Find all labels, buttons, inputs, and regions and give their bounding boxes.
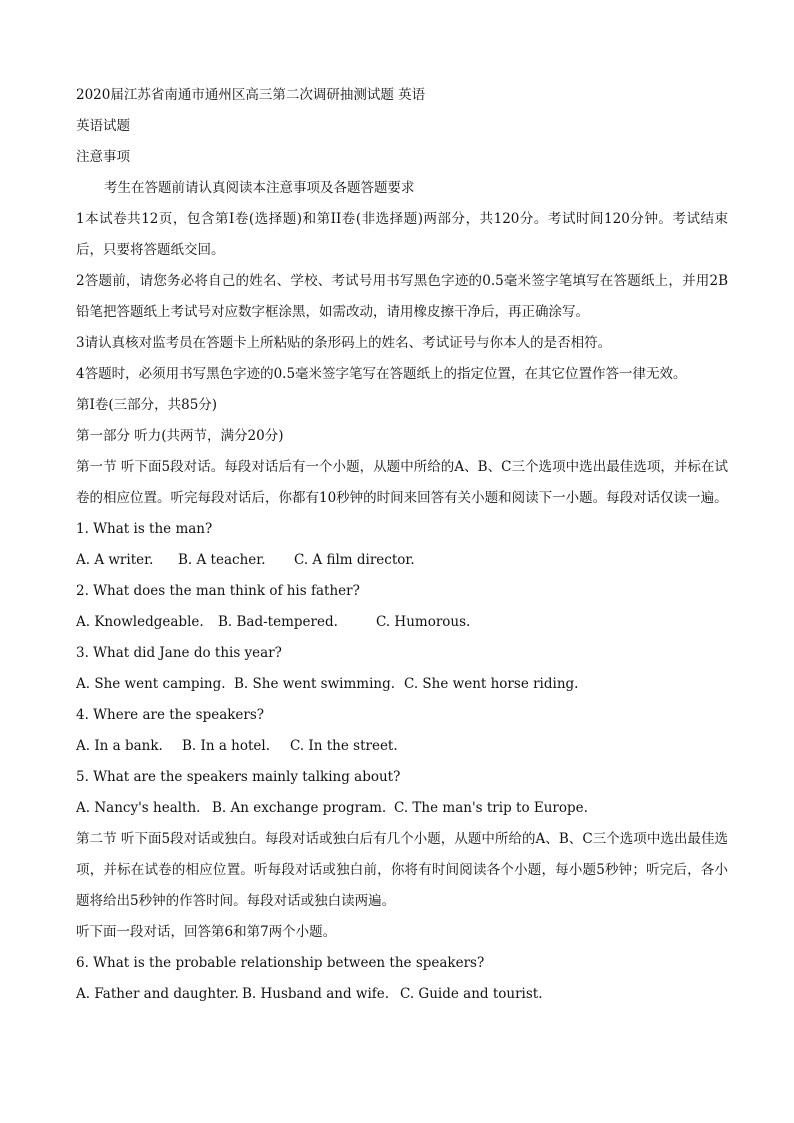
option-b: B. She went swimming. [234, 676, 396, 692]
question-options [76, 607, 728, 638]
option-a: A. Father and daughter. [76, 986, 239, 1002]
option-c: C. She went horse riding. [404, 676, 579, 692]
option-c: C. The man's trip to Europe. [394, 800, 588, 816]
question-stem: 3. What did Jane do this year? [76, 645, 282, 661]
instruction-item: 2答题前，请您务必将自己的姓名、学校、考试号用书写黑色字迹的0.5毫米签字笔填写在答题纸上，并用2B铅笔把答题纸上考试号对应数字框涂黑，如需改动，请用橡皮擦干净后，再正确涂写。 [76, 273, 728, 320]
part-one-title: 第一部分 听力(共两节，满分20分) [76, 428, 284, 444]
question-options [76, 669, 728, 700]
question-stem: 5. What are the speakers mainly talking about? [76, 769, 401, 785]
option-b: B. Husband and wife. [242, 986, 390, 1002]
option-b: B. An exchange program. [212, 800, 387, 816]
option-c: C. In the street. [290, 738, 398, 754]
option-b: B. Bad-tempered. [218, 614, 338, 630]
question-stem: 2. What does the man think of his father? [76, 583, 360, 599]
instruction-item: 4答题时，必须用书写黑色字迹的0.5毫米签字笔写在答题纸上的指定位置，在其它位置作答一律无效。 [76, 366, 687, 382]
question-options [76, 545, 728, 576]
question-options [76, 793, 728, 824]
option-a: A. A writer. [76, 552, 154, 568]
subject-title: 英语试题 [76, 118, 130, 134]
option-a: A. In a bank. [76, 738, 163, 754]
question-stem: 6. What is the probable relationship between the speakers? [76, 955, 485, 971]
volume-title: 第I卷(三部分，共85分) [76, 397, 218, 413]
instruction-item: 3请认真核对监考员在答题卡上所粘贴的条形码上的姓名、考试证号与你本人的是否相符。 [76, 335, 612, 351]
instructions-intro: 考生在答题前请认真阅读本注意事项及各题答题要求 [104, 180, 415, 196]
option-b: B. A teacher. [178, 552, 266, 568]
question-options [76, 731, 728, 762]
option-a: A. Knowledgeable. [76, 614, 204, 630]
main-title: 2020届江苏省南通市通州区高三第二次调研抽测试题 英语 [76, 87, 426, 103]
option-a: A. Nancy's health. [76, 800, 201, 816]
instruction-item: 1本试卷共12页，包含第I卷(选择题)和第II卷(非选择题)两部分，共120分。考试时间120分钟。考试结束后，只要将答题纸交回。 [76, 211, 728, 258]
option-a: A. She went camping. [76, 676, 226, 692]
option-c: C. Guide and tourist. [400, 986, 543, 1002]
section-two-intro: 第二节 听下面5段对话或独白。每段对话或独白后有几个小题，从题中所给的A、B、C三个选项中选出最佳选项，并标在试卷的相应位置。听每段对话或独白前，你将有时间阅读各个小题，每小题5秒钟；听完后，各小题将给出5秒钟的作答时间。每段对话或独白读两遍。 [76, 831, 728, 909]
question-options [76, 979, 728, 1010]
exam-page [76, 80, 728, 1010]
question-stem: 4. Where are the speakers? [76, 707, 265, 723]
section-one-intro: 第一节 听下面5段对话。每段对话后有一个小题，从题中所给的A、B、C三个选项中选出最佳选项，并标在试卷的相应位置。听完每段对话后，你都有10秒钟的时间来回答有关小题和阅读下一小题。每段对话仅读一遍。 [76, 459, 728, 506]
option-c: C. Humorous. [376, 614, 471, 630]
option-c: C. A film director. [294, 552, 415, 568]
dialogue-prompt: 听下面一段对话，回答第6和第7两个小题。 [76, 924, 337, 940]
notice-title: 注意事项 [76, 149, 130, 165]
question-stem: 1. What is the man? [76, 521, 213, 537]
option-b: B. In a hotel. [182, 738, 271, 754]
